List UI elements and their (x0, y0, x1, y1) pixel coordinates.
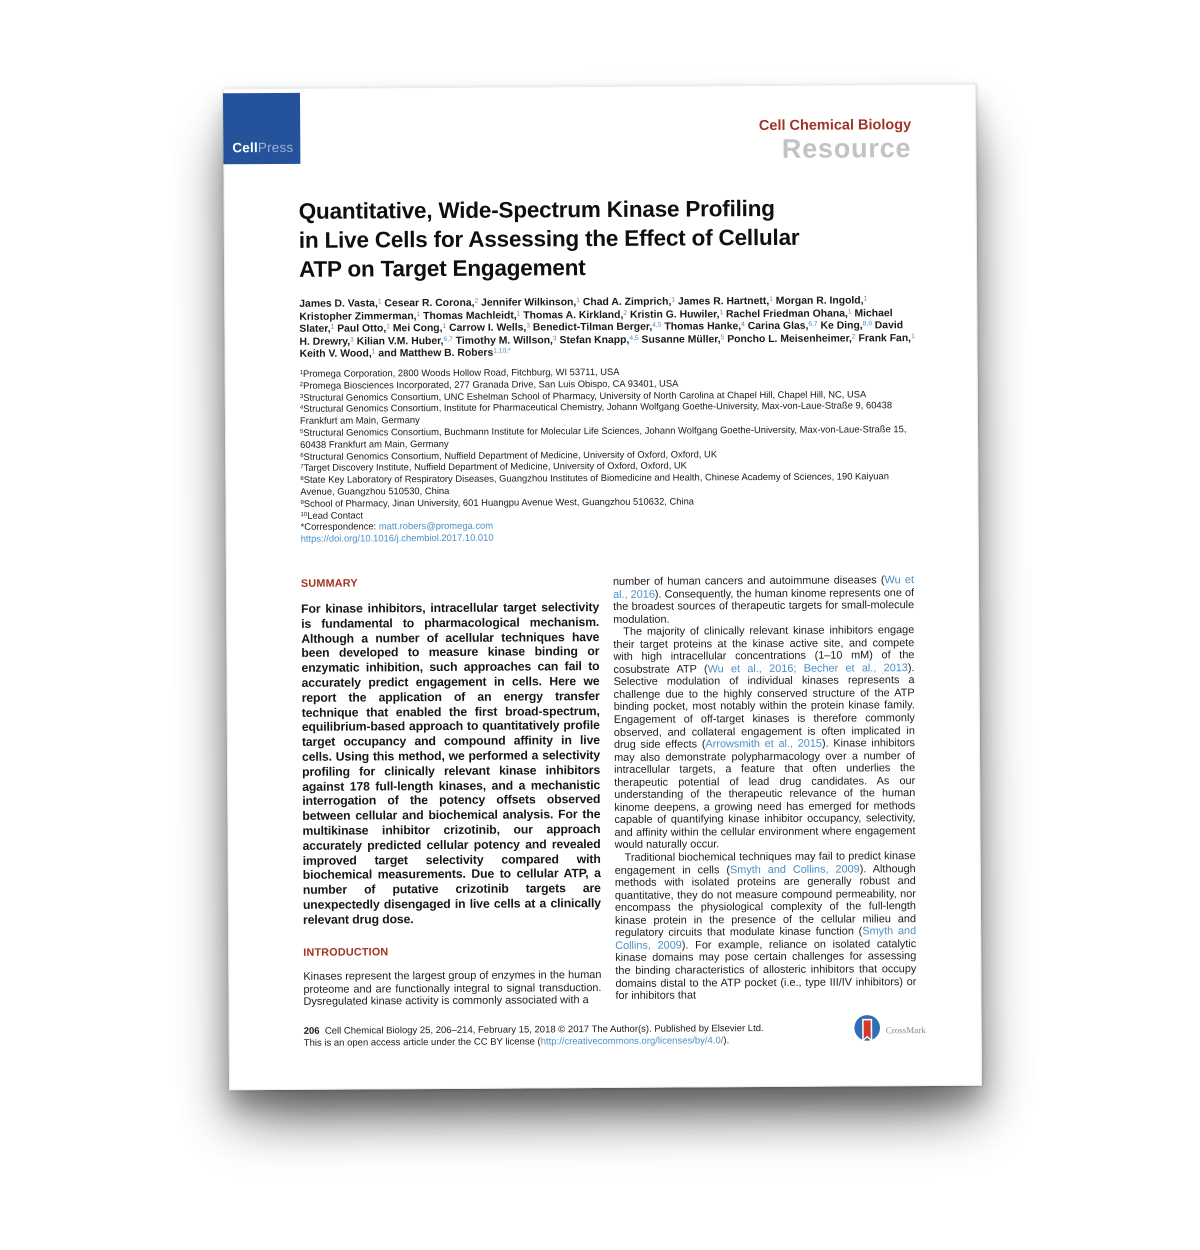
crossmark-label: CrossMark (885, 1025, 926, 1036)
citation-link[interactable]: Smyth and Collins, 2009 (615, 925, 917, 952)
cellpress-logo-text (232, 140, 293, 155)
doi-link[interactable]: https://doi.org/10.1016/j.chembiol.2017.10.010 (300, 531, 494, 544)
text-segment: ). Although methods with isolated proteins are generally robust and quantitative, they do not measure compound permeability, nor encompass the physiological complexity of the full-length kinase protein in the presence of the cellular milieu and regulatory circuits that modulate kinase function ( (614, 862, 917, 940)
text-segment: 3 (552, 334, 557, 342)
text-segment: Kristin G. Huwiler, (627, 308, 720, 321)
summary-heading: SUMMARY (300, 577, 358, 590)
text-segment: Chad A. Zimprich, (579, 296, 672, 309)
text-segment: 6,7 (443, 335, 453, 343)
text-segment: Carina Glas, (744, 320, 809, 333)
introduction-section (303, 945, 601, 1008)
body-paragraph (613, 624, 915, 852)
text-segment: Promega Biosciences Incorporated, 277 Granada Drive, San Luis Obispo, CA 93401, USA (303, 377, 679, 391)
text-segment: Stefan Knapp, (556, 334, 630, 346)
introduction-paragraph: Kinases represent the largest group of enzymes in the human proteome and are functionally integral to signal transduction. Dysregulated kinase activity is commonly associated with a (303, 969, 602, 1008)
text-segment: Quantitative, Wide-Spectrum Kinase Profiling (298, 195, 775, 224)
text-segment: 6 (300, 452, 304, 459)
text-segment: 6,7 (808, 320, 818, 328)
text-segment: Poncho L. Meisenheimer, (724, 332, 852, 345)
text-segment: Mei Cong, (389, 322, 443, 335)
body-paragraph (615, 850, 917, 1002)
text-segment: Cesear R. Corona, (381, 297, 475, 310)
text-segment: 3 (299, 393, 304, 400)
text-segment: 1 (299, 370, 304, 377)
text-segment: number of human cancers and autoimmune diseases ( (612, 574, 885, 588)
text-segment: 1 (330, 323, 335, 331)
text-segment: Benedict-Tilman Berger, (529, 321, 653, 334)
text-segment: 1 (911, 332, 915, 340)
text-segment: Susanne Müller, (638, 333, 721, 346)
text-segment: Thomas Machleidt, (420, 310, 517, 322)
text-segment: 1 (863, 295, 868, 303)
paper-title (299, 193, 890, 284)
text-segment: 7 (300, 464, 304, 471)
text-segment: 4,5 (629, 334, 639, 342)
footer-license-line (304, 1034, 852, 1049)
text-segment: The majority of clinically relevant kinase inhibitors engage their target proteins at the kinase active site, and compete with high intracellular concentrations (1–10 mM) of the cosubstrate ATP ( (613, 624, 915, 676)
text-segment: 2 (623, 309, 628, 317)
citation-link[interactable]: Wu et al., 2016; Becher et al., 2013 (707, 661, 908, 676)
paper-page (223, 84, 982, 1091)
text-segment: 1 (377, 298, 382, 306)
text-segment: 2 (851, 332, 856, 340)
text-segment: Cell Chemical Biology 25, 206–214, February 15, 2018 © 2017 The Author(s). Published by Elsevier Ltd. (319, 1023, 764, 1037)
text-segment: 9 (300, 499, 304, 506)
cellpress-logo-cell: Cell (232, 140, 258, 156)
affiliations-block (300, 364, 919, 545)
text-segment: 1 (371, 348, 376, 356)
text-segment: Thomas A. Kirkland, (520, 309, 624, 321)
text-segment: Keith V. Wood, (299, 348, 372, 360)
journal-name: Cell Chemical Biology (758, 117, 912, 135)
text-segment: 8 (300, 476, 304, 483)
body-paragraph (613, 574, 914, 626)
text-segment: 8,9 (862, 320, 872, 328)
cellpress-logo-press: Press (257, 139, 294, 156)
text-segment: 2 (474, 297, 479, 305)
text-segment: 1 (671, 296, 676, 304)
text-segment: 5 (300, 429, 304, 436)
citation-link[interactable]: Smyth and Collins, 2009 (729, 863, 860, 876)
text-segment: 1 (576, 297, 580, 305)
author-list (299, 295, 915, 361)
citation-link[interactable]: Arrowsmith et al., 2015 (705, 737, 822, 751)
text-segment: 3 (350, 336, 354, 344)
text-segment: Michael Slater, (299, 307, 893, 335)
text-segment: Timothy M. Willson, (452, 334, 553, 347)
text-segment: Carrow I. Wells, (446, 322, 527, 334)
text-segment: 1 (769, 295, 773, 303)
text-segment: ). (723, 1034, 730, 1046)
text-segment: 4 (741, 321, 745, 329)
text-segment: 4 (299, 405, 304, 412)
text-segment: James R. Hartnett, (675, 295, 770, 308)
text-segment: School of Pharmacy, Jinan University, 601 Huangpu Avenue West, Guangzhou 510632, China (303, 495, 695, 509)
text-segment: 206 (303, 1025, 320, 1037)
text-segment: Paul Otto, (334, 323, 387, 335)
page-footer (304, 1022, 852, 1049)
text-segment: ). Selective modulation of individual kinases represents a challenge due to the highly conserved structure of the ATP binding pocket, most notably within the protein kinase family. Engagement of off-target kinases is therefore commonly observed, and collateral engagement is often implicated in drug side effects ( (613, 661, 915, 752)
text-segment: ATP on Target Engagement (298, 255, 586, 282)
text-segment: Frank Fan, (855, 332, 912, 344)
text-segment: This is an open access article under the CC BY license ( (303, 1035, 541, 1049)
text-segment: Traditional biochemical techniques may fail to predict kinase engagement in cells ( (614, 850, 916, 877)
text-segment: 4,5 (652, 321, 662, 329)
text-segment: 1 (442, 322, 447, 330)
text-segment: State Key Laboratory of Respiratory Diseases, Guangzhou Institutes of Biomedicine and Health, Chinese Academy of Sciences, 190 Kaiyuan Avenue, Guangzhou 510530, China (300, 470, 889, 497)
text-segment: in Live Cells for Assessing the Effect of Cellular (298, 224, 800, 253)
text-segment: and Matthew B. Robers (375, 347, 494, 360)
cellpress-logo (223, 93, 300, 164)
text-segment: Kristopher Zimmerman, (299, 310, 417, 323)
text-segment: Ke Ding, (817, 320, 863, 332)
summary-body: For kinase inhibitors, intracellular target selectivity is fundamental to pharmacological mechanism. Although a number of acellular techniques have been developed to measure kinase binding or enzymatic inhibition, such approaches can fail to accurately predict engagement in cells. Here we report the application of an energy transfer technique that enabled the first broad-spectrum, equilibrium-based approach to quantitatively profile target occupancy and compound affinity in live cells. Using this method, we performed a selectivity profiling for clinically relevant kinase inhibitors against 178 full-length kinases, and a mechanistic interrogation of the potency offsets observed between cellular and biochemical analysis. For the multikinase inhibitor crizotinib, our approach accurately predicted cellular potency and revealed improved target selectivity compared with biochemical measurements. Due to cellular ATP, a number of putative crizotinib targets are unexpectedly disengaged in live cells at a clinically relevant drug dose. (301, 600, 601, 927)
text-segment: Promega Corporation, 2800 Woods Hollow Road, Fitchburg, WI 53711, USA (302, 365, 620, 379)
text-segment: Structural Genomics Consortium, Institute for Pharmaceutical Chemistry, Johann Wolfgang Goethe-University, Max-von-Laue-Straße 9, 60438 Frankfurt am Main, Germany (299, 399, 893, 427)
text-segment: Target Discovery Institute, Nuffield Department of Medicine, University of Oxford, Oxford, UK (303, 459, 687, 474)
text-segment: 3 (526, 322, 531, 330)
text-segment: Structural Genomics Consortium, Buchmann Institute for Molecular Life Sciences, Johann Wolfgang Goethe-University, Max-von-Laue-Straße 15, 60438 Frankfurt am Main, Germany (300, 423, 907, 450)
text-segment: 1 (416, 310, 421, 318)
journal-masthead (759, 117, 912, 163)
text-segment: Thomas Hanke, (661, 321, 742, 333)
text-segment: 5 (720, 333, 725, 341)
text-segment: ). Consequently, the human kinome represents one of the broadest sources of therapeutic targets for small-molecule modulation. (613, 586, 915, 626)
text-segment: Structural Genomics Consortium, Nuffield Department of Medicine, University of Oxford, Oxford, UK (303, 447, 718, 462)
correspondence-email-link[interactable]: matt.robers@promega.com (378, 520, 494, 532)
text-segment: James D. Vasta, (299, 298, 378, 310)
text-segment: 10 (300, 511, 308, 518)
left-column (301, 576, 602, 1018)
text-segment: 1 (386, 323, 391, 331)
text-segment: 2 (299, 381, 304, 388)
article-type-label: Resource (781, 133, 912, 164)
text-segment: Jennifer Wilkinson, (478, 297, 577, 309)
crossmark-badge[interactable] (854, 1012, 938, 1049)
crossmark-icon (854, 1014, 881, 1047)
text-segment: Rachel Friedman Ohana, (723, 307, 848, 320)
text-segment: *Correspondence: (300, 520, 379, 533)
cc-license-link[interactable]: http://creativecommons.org/licenses/by/4.0/ (540, 1034, 724, 1047)
text-segment: Lead Contact (307, 509, 364, 521)
text-segment: Structural Genomics Consortium, UNC Eshelman School of Pharmacy, University of North Carolina at Chapel Hill, Chapel Hill, NC, USA (303, 387, 867, 403)
text-segment: 1,10,* (493, 347, 511, 355)
text-segment: ). Kinase inhibitors may also demonstrate polypharmacology over a number of intracellular targets, a feature that often underlies the therapeutic potential of lead drug candidates. As our understanding of the therapeutic relevance of the human kinome deepens, a growing need has emerged for methods capable of quantifying kinase inhibitor occupancy, selectivity, and affinity within the cellular environment where engagement would naturally occur. (614, 737, 916, 852)
introduction-heading: INTRODUCTION (303, 946, 389, 959)
text-segment: 1 (847, 307, 852, 316)
citation-link[interactable]: Wu et al., 2016 (613, 574, 915, 601)
text-segment: 1 (516, 310, 521, 318)
text-segment: Morgan R. Ingold, (772, 295, 864, 307)
text-segment: 1 (719, 308, 724, 316)
text-segment: David H. Drewry, (299, 320, 904, 348)
right-column (613, 574, 917, 1002)
text-segment: Kilian V.M. Huber, (353, 335, 444, 348)
text-segment: ). For example, reliance on isolated catalytic kinase domains may pose certain challenges for assessing the binding characteristics of allosteric inhibitors that occupy domains distal to the ATP pocket (i.e., type III/IV inhibitors) or for inhibitors that (615, 937, 917, 1002)
